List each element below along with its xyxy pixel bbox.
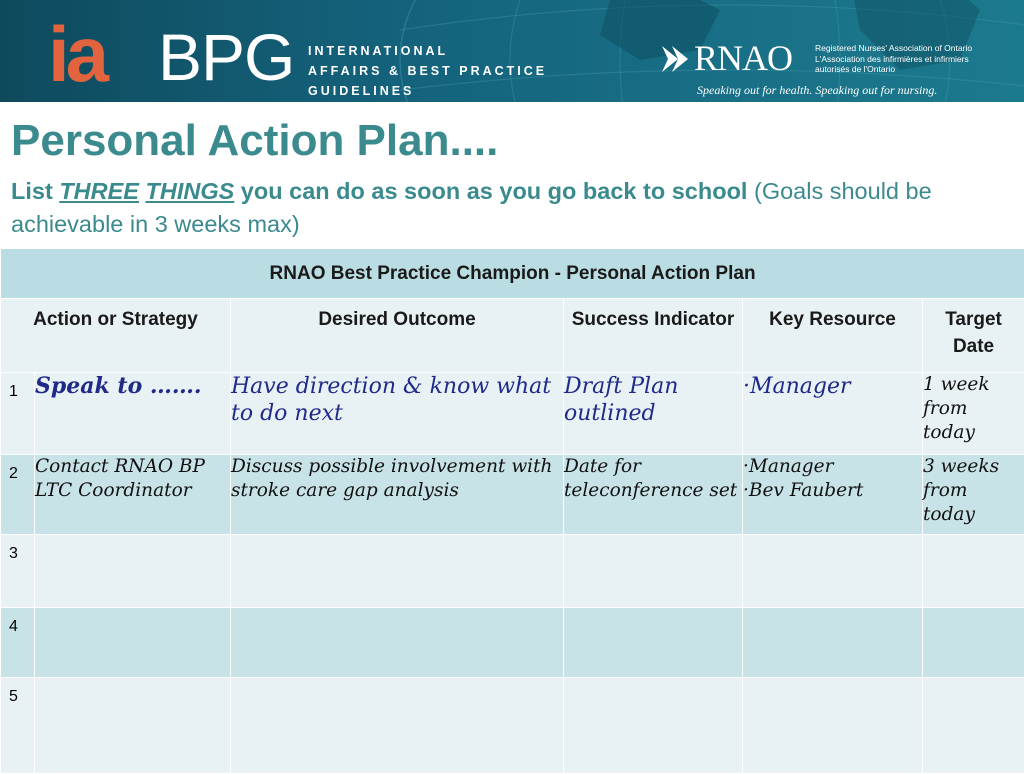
subtitle-lead: List [11, 178, 59, 204]
action-plan-table [0, 248, 1024, 774]
rnao-wordmark: RNAO [694, 38, 792, 78]
cell-resource: ·Manager [743, 373, 923, 455]
table-caption: RNAO Best Practice Champion - Personal Action Plan [1, 249, 1024, 299]
cell-indicator: Date for teleconference set [564, 455, 743, 535]
col-header-date: Target Date [923, 299, 1024, 373]
row-number: 4 [1, 608, 35, 678]
rnao-tagline: Speaking out for health. Speaking out for nursing. [697, 83, 937, 98]
row-number: 3 [1, 535, 35, 608]
rnao-logo [660, 38, 1020, 98]
cell-indicator: Draft Plan outlined [564, 373, 743, 455]
table-row [1, 678, 1024, 774]
subtitle-things: THINGS [146, 178, 235, 204]
rnao-description [815, 43, 972, 75]
table-row [1, 455, 1024, 535]
row-number: 1 [1, 373, 35, 455]
col-header-action: Action or Strategy [1, 299, 231, 373]
cell-date: 3 weeks from today [923, 455, 1024, 535]
table-row [1, 608, 1024, 678]
header-banner [0, 0, 1024, 102]
cell-indicator [564, 608, 743, 678]
cell-action [35, 678, 231, 774]
cell-resource [743, 608, 923, 678]
cell-resource [743, 678, 923, 774]
cell-outcome: Have direction & know what to do next [231, 373, 564, 455]
table-header-row [1, 299, 1024, 373]
row-number: 5 [1, 678, 35, 774]
cell-outcome [231, 608, 564, 678]
cell-action [35, 608, 231, 678]
cell-outcome: Discuss possible involvement with stroke care gap analysis [231, 455, 564, 535]
bpg-logo-subtitle [308, 41, 547, 101]
rnao-desc-line: autorisés de l'Ontario [815, 64, 972, 75]
cell-resource: ·Manager ·Bev Faubert [743, 455, 923, 535]
bpg-subtitle-line: GUIDELINES [308, 81, 547, 101]
cell-outcome [231, 535, 564, 608]
cell-outcome [231, 678, 564, 774]
col-header-indicator: Success Indicator [564, 299, 743, 373]
col-header-outcome: Desired Outcome [231, 299, 564, 373]
rnao-desc-line: Registered Nurses' Association of Ontario [815, 43, 972, 54]
page-subtitle [11, 175, 1016, 241]
cell-date [923, 608, 1024, 678]
bpg-subtitle-line: INTERNATIONAL [308, 41, 547, 61]
subtitle-rest-normal: (Goals should be achievable in 3 weeks max) [11, 178, 932, 237]
rnao-desc-line: L'Association des infirmières et infirmiers [815, 54, 972, 65]
cell-date [923, 678, 1024, 774]
cell-indicator [564, 535, 743, 608]
cell-action [35, 535, 231, 608]
table-row [1, 535, 1024, 608]
row-number: 2 [1, 455, 35, 535]
table-row [1, 373, 1024, 455]
cell-date [923, 535, 1024, 608]
bpg-subtitle-line: AFFAIRS & BEST PRACTICE [308, 61, 547, 81]
page-title: Personal Action Plan.... [11, 113, 498, 169]
subtitle-rest-bold: you can do as soon as you go back to school [234, 178, 747, 204]
cell-date: 1 week from today [923, 373, 1024, 455]
subtitle-three: THREE [59, 178, 139, 204]
ia-logo-text: ia [48, 14, 105, 94]
col-header-resource: Key Resource [743, 299, 923, 373]
bpg-logo-text: BPG [158, 22, 294, 92]
cell-resource [743, 535, 923, 608]
cell-action: Speak to ……. [35, 373, 231, 455]
cell-indicator [564, 678, 743, 774]
cell-action: Contact RNAO BP LTC Coordinator [35, 455, 231, 535]
rnao-chevron-icon [660, 44, 692, 74]
